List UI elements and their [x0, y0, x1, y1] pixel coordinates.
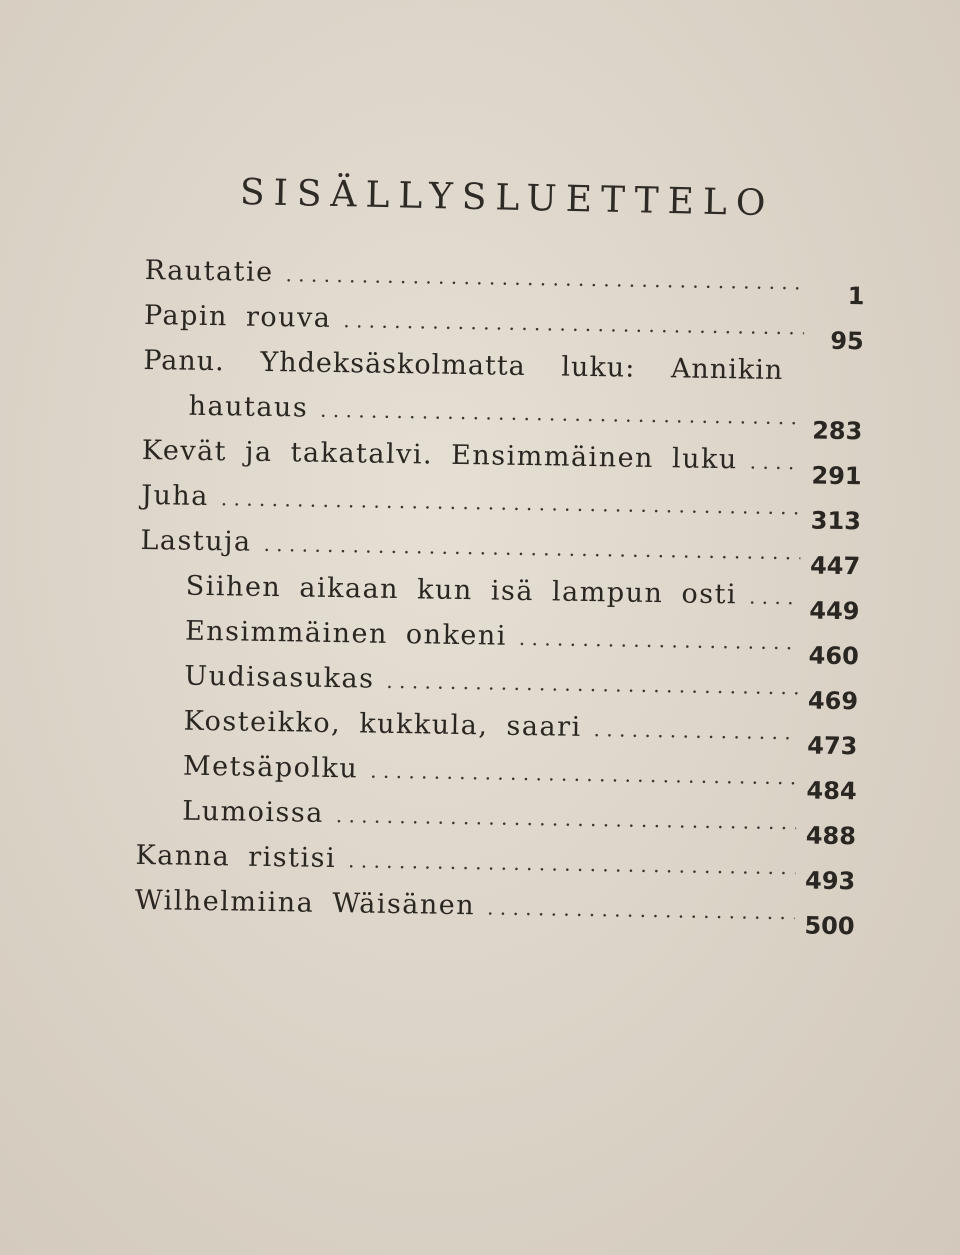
toc-entry-label: Kanna ristisi: [135, 839, 337, 875]
dot-leader: [370, 759, 797, 790]
toc-entry-page: 1: [847, 282, 865, 311]
dot-leader: [386, 669, 798, 699]
dot-leader: [348, 848, 796, 879]
toc-entry-page: 488: [805, 821, 857, 851]
toc-entry-label: Rautatie: [144, 255, 274, 289]
toc-entry-label-word: luku:: [561, 351, 636, 384]
toc-entry-page: 313: [810, 506, 862, 536]
toc-entry-page: 493: [804, 866, 856, 896]
toc-entry-label-word: Panu.: [143, 344, 225, 378]
dot-leader: [221, 486, 802, 519]
toc-entry-page: 460: [808, 641, 860, 671]
toc-entry-page: 500: [804, 911, 855, 941]
toc-entry-label: Siihen aikaan kun isä lampun osti: [185, 570, 738, 611]
toc-entry-page: 473: [807, 731, 858, 761]
dot-leader: [285, 262, 804, 294]
toc-title: SISÄLLYSLUETTELO: [239, 172, 775, 225]
dot-leader: [487, 895, 795, 924]
toc-entry-label: Uudisasukas: [184, 660, 375, 695]
toc-entry-label: Lastuja: [140, 524, 252, 558]
dot-leader: [750, 450, 802, 475]
toc-entry-label: Ensimmäinen onkeni: [184, 615, 508, 652]
toc-entry-page: 484: [806, 776, 857, 806]
toc-entry-label-word: Yhdeksäskolmatta: [260, 346, 527, 382]
toc-entry-label: Lumoissa: [182, 795, 325, 829]
toc-entry-label: Kevät ja takatalvi. Ensimmäinen luku: [141, 434, 739, 476]
toc-entry-label: Wilhelmiina Wäisänen: [134, 884, 476, 922]
toc-entry-page: 469: [807, 686, 859, 716]
toc-entry-page: 95: [830, 326, 864, 356]
dot-leader: [336, 803, 797, 834]
toc-entry-label-word: Annikin: [670, 353, 784, 387]
toc-entry-page: 291: [811, 461, 862, 491]
toc-entry-page: 447: [809, 551, 861, 581]
toc-entry-label: hautaus: [188, 390, 309, 424]
dot-leader: [519, 626, 799, 654]
toc-entry-page: 283: [811, 416, 863, 446]
table-of-contents: [134, 255, 865, 941]
toc-entry-label: Papin rouva: [143, 299, 332, 334]
dot-leader: [320, 398, 803, 430]
toc-entry-label: Juha: [140, 479, 210, 513]
dot-leader: [343, 308, 804, 339]
dot-leader: [263, 532, 800, 564]
dot-leader: [749, 585, 800, 610]
toc-entry-label: Metsäpolku: [182, 750, 359, 785]
dot-leader: [593, 717, 797, 744]
toc-entry-label: Kosteikko, kukkula, saari: [183, 705, 582, 743]
toc-entry-page: 449: [809, 596, 860, 626]
